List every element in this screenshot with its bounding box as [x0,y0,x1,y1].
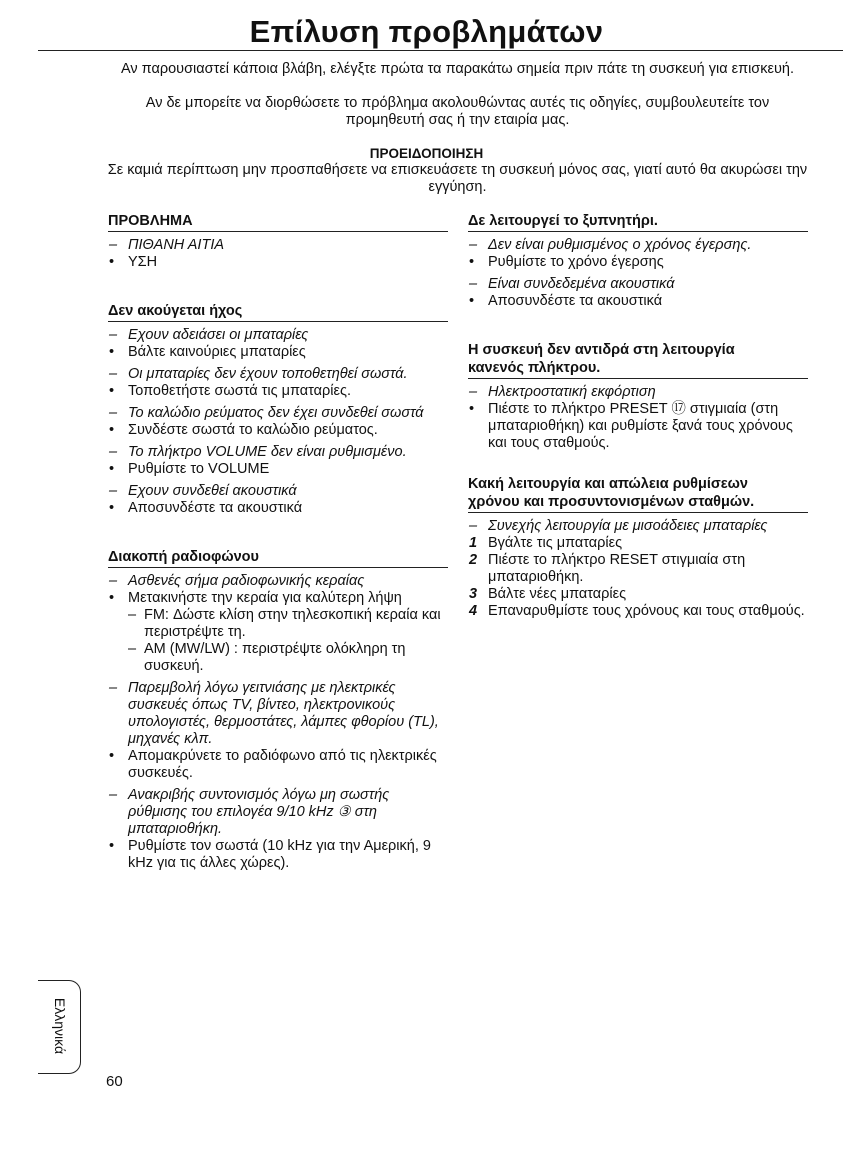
alarm-section [468,213,808,310]
list-item: – Ανακριβής συντονισμός λόγω μη σωστής ρύθμισης του επιλογέα 9/10 kHz ③ στη μπαταριοθήκη. [109,787,390,837]
list-item: • Ρυθμίστε το χρόνο έγερσης [469,254,664,270]
memory-loss-heading-2: χρόνου και προσυντονισμένων σταθμών. [468,494,808,513]
no-sound-section [108,303,448,517]
legend-section [108,213,448,271]
list-item: – Εχουν αδειάσει οι μπαταρίες [109,327,309,343]
list-item: – Οι μπαταρίες δεν έχουν τοποθετηθεί σωστά. [109,366,408,382]
no-response-section [468,342,808,452]
no-response-heading: Η συσκευή δεν αντιδρά στη λειτουργία [468,342,735,358]
list-item: • Αποσυνδέστε τα ακουστικά [109,500,303,516]
radio-section [108,549,448,872]
list-item: – Είναι συνδεδεμένα ακουστικά [469,276,675,292]
list-item: • Τοποθετήστε σωστά τις μπαταρίες. [109,383,351,399]
step-item: 1 Βγάλτε τις μπαταρίες [469,535,623,551]
list-item: • Αποσυνδέστε τα ακουστικά [469,293,663,309]
no-response-heading-2: κανενός πλήκτρου. [468,360,808,379]
memory-loss-section [468,476,808,620]
step-item: 4 Επαναρυθμίστε τους χρόνους και τους σταθμούς. [469,603,805,619]
step-item: 2 Πιέστε το πλήκτρο RESET στιγμιαία στη μπαταριοθήκη. [469,552,746,585]
list-item: • Απομακρύνετε το ραδιόφωνο από τις ηλεκτρικές συσκευές. [109,748,437,781]
memory-loss-heading: Κακή λειτουργία και απώλεια ρυθμίσεων [468,476,748,492]
warning-heading: ΠΡΟΕΙΔΟΠΟΙΗΣΗ [369,146,484,161]
list-item: – Παρεμβολή λόγω γειτνιάσης με ηλεκτρικές συσκευές όπως TV, βίντεο, ηλεκτρονικούς υπολογιστές, θερμοστάτες, λάμπες φθορίου (TL), μηχανές κλπ. [109,680,439,747]
language-tab-label: Ελληνικά [52,997,69,1055]
list-item: • Βάλτε καινούριες μπαταρίες [109,344,306,360]
list-item: – Το πλήκτρο VOLUME δεν είναι ρυθμισμένο. [109,444,407,460]
legend-solution: • ΥΣΗ [109,254,158,270]
legend-cause: – ΠΙΘΑΝΗ ΑΙΤΙΑ [109,237,225,253]
list-item: – Ηλεκτροστατική εκφόρτιση [469,384,656,400]
alarm-heading: Δε λειτουργεί το ξυπνητήρι. [468,213,808,232]
legend-heading: ΠΡΟΒΛΗΜΑ [108,213,448,232]
list-item: – Συνεχής λειτουργία με μισοάδειες μπαταρίες [469,518,768,534]
page-number: 60 [106,1073,123,1090]
left-column [108,213,448,872]
list-item: • Μετακινήστε την κεραία για καλύτερη λήψη [109,590,402,606]
list-item: • Ρυθμίστε το VOLUME [109,461,270,477]
right-column [468,213,808,620]
page-title: Επίλυση προβλημάτων [249,14,604,49]
list-item: – Το καλώδιο ρεύματος δεν έχει συνδεθεί σωστά [109,405,424,421]
title-divider [38,50,843,51]
step-item: 3 Βάλτε νέες μπαταρίες [469,586,627,602]
list-item: • Συνδέστε σωστά το καλώδιο ρεύματος. [109,422,378,438]
list-item: – Ασθενές σήμα ραδιοφωνικής κεραίας [109,573,365,589]
sub-item-am: – AM (MW/LW) : περιστρέψτε ολόκληρη τη συσκευή. [128,641,406,674]
radio-heading: Διακοπή ραδιοφώνου [108,549,448,568]
sub-item-fm: – FM: Δώστε κλίση στην τηλεσκοπική κεραία και περιστρέψτε τη. [128,607,441,640]
list-item: • Ρυθμίστε τον σωστά (10 kHz για την Αμερική, 9 kHz για τις άλλες χώρες). [109,838,431,871]
no-sound-heading: Δεν ακούγεται ήχος [108,303,448,322]
list-item: – Εχουν συνδεθεί ακουστικά [109,483,297,499]
list-item: – Δεν είναι ρυθμισμένος ο χρόνος έγερσης. [469,237,752,253]
intro-paragraph-2: Αν δε μπορείτε να διορθώσετε το πρόβλημα ακολουθώντας αυτές τις οδηγίες, συμβουλευτείτε τον προμηθευτή σας ή την εταιρία μας. [145,95,770,128]
intro-paragraph-1: Αν παρουσιαστεί κάποια βλάβη, ελέγξτε πρώτα τα παρακάτω σημεία πριν πάτε τη συσκευή για επισκευή. [120,61,794,77]
list-item: • Πιέστε το πλήκτρο PRESET ⑰ στιγμιαία (στη μπαταριοθήκη) και ρυθμίστε ξανά τους χρόνους και τους σταθμούς. [469,401,793,451]
warning-text: Σε καμιά περίπτωση μην προσπαθήσετε να επισκευάσετε τη συσκευή μόνος σας, γιατί αυτό θα ακυρώσει την εγγύηση. [107,162,808,195]
